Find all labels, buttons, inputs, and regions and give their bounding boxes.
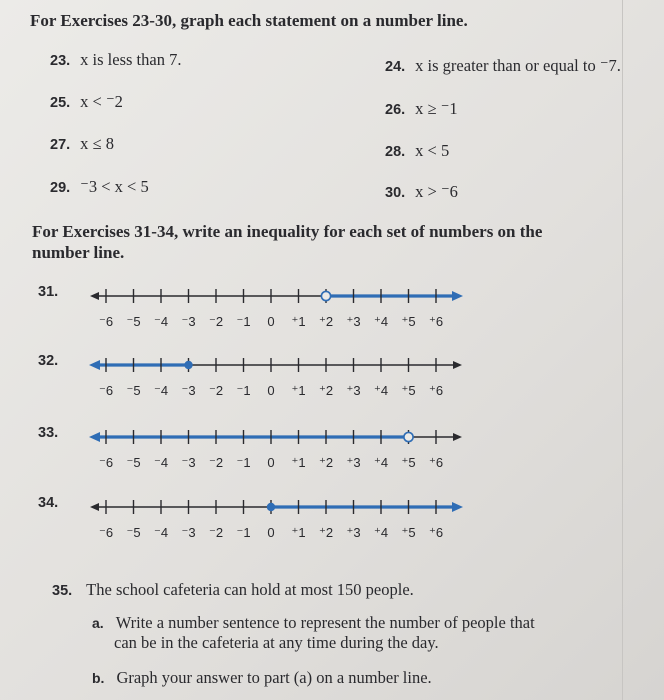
tick-label: 0 [267, 525, 275, 540]
exercise-27 [50, 134, 114, 154]
exercise-number: 35. [52, 583, 73, 599]
axis-arrow-left [90, 292, 99, 300]
tick-label: ⁻5 [126, 525, 141, 540]
exercise-number: 32. [38, 353, 59, 369]
number-line-graph [86, 425, 496, 481]
tick-label: ⁺3 [346, 455, 361, 470]
tick-label: 0 [267, 383, 275, 398]
exercise-number: 33. [38, 425, 59, 441]
tick-label: ⁺4 [373, 383, 389, 398]
closed-endpoint [267, 503, 275, 511]
exercise-30 [385, 182, 458, 202]
number-line-32 [38, 353, 498, 423]
tick-label: ⁺6 [428, 525, 444, 540]
exercise-number: 29. [50, 180, 71, 196]
tick-label: ⁻2 [208, 455, 224, 470]
axis-arrow-left [90, 503, 99, 511]
tick-label: ⁺6 [428, 455, 444, 470]
tick-label: ⁺1 [291, 314, 306, 329]
exercise-number: 34. [38, 495, 59, 511]
tick-label: ⁺1 [291, 455, 306, 470]
shaded-arrow [452, 291, 463, 301]
shaded-arrow [452, 502, 463, 512]
tick-label: ⁻6 [98, 455, 114, 470]
part-text-line-2: can be in the cafeteria at any time during the day. [114, 633, 439, 652]
tick-label: ⁻3 [181, 314, 196, 329]
tick-label: ⁻1 [236, 314, 251, 329]
exercise-number: 28. [385, 144, 406, 160]
exercise-text: ⁻3 < x < 5 [80, 177, 149, 196]
tick-label: ⁻1 [236, 525, 251, 540]
number-line-graph [86, 284, 496, 340]
exercise-number: 23. [50, 53, 71, 69]
page-margin-divider [622, 0, 623, 700]
tick-label: ⁺3 [346, 383, 361, 398]
exercise-29 [50, 177, 149, 197]
tick-label: ⁻2 [208, 314, 224, 329]
tick-label: ⁺2 [318, 314, 334, 329]
tick-label: ⁻5 [126, 383, 141, 398]
tick-label: ⁻4 [153, 314, 169, 329]
tick-label: ⁺1 [291, 383, 306, 398]
shaded-arrow [89, 360, 100, 370]
tick-label: ⁻4 [153, 383, 169, 398]
tick-label: ⁺4 [373, 525, 389, 540]
number-line-31 [38, 284, 498, 354]
exercise-text: x < 5 [415, 141, 450, 160]
tick-label: ⁺3 [346, 314, 361, 329]
exercise-text: x is greater than or equal to ⁻7. [415, 56, 621, 75]
open-endpoint [404, 432, 413, 441]
tick-label: ⁻3 [181, 383, 196, 398]
exercise-35 [52, 580, 414, 601]
tick-label: ⁻2 [208, 383, 224, 398]
exercise-26 [385, 99, 458, 119]
part-letter: a. [92, 615, 104, 631]
exercise-text: x < ⁻2 [80, 92, 123, 111]
number-line-graph [86, 353, 496, 409]
tick-label: ⁻5 [126, 314, 141, 329]
exercise-28 [385, 141, 449, 161]
tick-label: ⁺5 [401, 314, 416, 329]
tick-label: ⁻4 [153, 455, 169, 470]
exercise-text: The school cafeteria can hold at most 150 people. [86, 580, 414, 599]
tick-label: ⁻3 [181, 455, 196, 470]
tick-label: ⁺5 [401, 455, 416, 470]
axis-arrow-right [453, 361, 462, 369]
heading-line-1: For Exercises 31-34, write an inequality for each set of numbers on the [32, 222, 543, 241]
number-line-graph [86, 495, 496, 551]
tick-label: ⁺1 [291, 525, 306, 540]
exercise-25 [50, 92, 123, 112]
exercise-text: x ≤ 8 [80, 134, 114, 153]
tick-label: ⁺2 [318, 455, 334, 470]
exercise-number: 26. [385, 102, 406, 118]
part-text-line-1: Graph your answer to part (a) on a number line. [116, 668, 432, 687]
exercise-35-part-b [92, 668, 432, 688]
tick-label: ⁻4 [153, 525, 169, 540]
exercise-35-part-a [92, 613, 535, 653]
tick-label: ⁻3 [181, 525, 196, 540]
tick-label: ⁻1 [236, 455, 251, 470]
axis-arrow-right [453, 433, 462, 441]
heading-line-2: number line. [32, 243, 125, 262]
exercise-text: x > ⁻6 [415, 182, 458, 201]
part-letter: b. [92, 670, 105, 686]
exercise-number: 30. [385, 185, 406, 201]
tick-label: ⁻6 [98, 525, 114, 540]
tick-label: ⁺4 [373, 314, 389, 329]
section-heading-23-30: For Exercises 23-30, graph each statement on a number line. [30, 11, 468, 30]
shaded-arrow [89, 432, 100, 442]
exercise-text: x is less than 7. [80, 50, 182, 69]
exercise-number: 25. [50, 95, 71, 111]
exercise-number: 24. [385, 59, 406, 75]
open-endpoint [321, 291, 330, 300]
tick-label: ⁺5 [401, 383, 416, 398]
tick-label: ⁺6 [428, 314, 444, 329]
tick-label: 0 [267, 455, 275, 470]
tick-label: ⁺4 [373, 455, 389, 470]
tick-label: ⁻6 [98, 314, 114, 329]
exercise-text: x ≥ ⁻1 [415, 99, 458, 118]
number-line-33 [38, 425, 498, 495]
tick-label: ⁺2 [318, 383, 334, 398]
tick-label: ⁺5 [401, 525, 416, 540]
exercise-number: 27. [50, 137, 71, 153]
tick-label: ⁻2 [208, 525, 224, 540]
tick-label: ⁻1 [236, 383, 251, 398]
exercise-number: 31. [38, 284, 59, 300]
tick-label: ⁺2 [318, 525, 334, 540]
tick-label: 0 [267, 314, 275, 329]
tick-label: ⁻5 [126, 455, 141, 470]
number-line-34 [38, 495, 498, 565]
part-text-line-1: Write a number sentence to represent the number of people that [115, 613, 535, 632]
closed-endpoint [184, 361, 192, 369]
tick-label: ⁺6 [428, 383, 444, 398]
exercise-23 [50, 50, 181, 70]
tick-label: ⁺3 [346, 525, 361, 540]
section-heading-31-34 [32, 221, 542, 263]
exercise-24 [385, 56, 621, 76]
tick-label: ⁻6 [98, 383, 114, 398]
